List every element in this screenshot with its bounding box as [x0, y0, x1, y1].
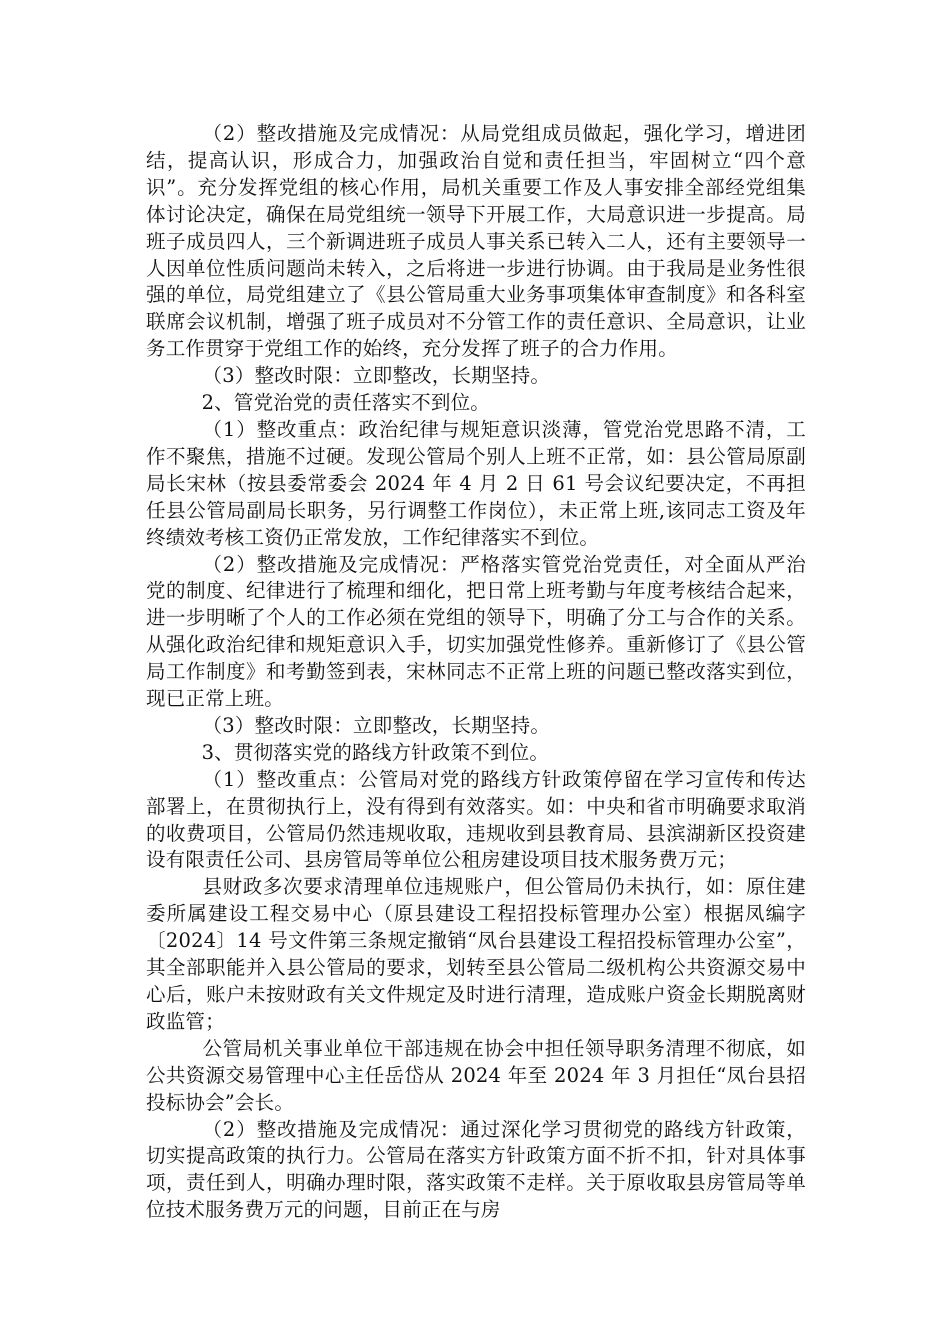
- paragraph-deadline-2: （3）整改时限：立即整改，长期坚持。: [202, 713, 551, 737]
- document-body: [146, 121, 806, 1224]
- paragraph-focus-2: （1）整改重点：政治纪律与规矩意识淡薄，管党治党思路不清，工作不聚焦，措施不过硬。发现公管局个别人上班不正常，如：县公管局原副局长宋林（按县委常委会 2024 年 4 月 2 日 61 号会议纪要决定，不再担任县公管局副局长职务，另行调整工作岗位），未正常上班,该同志工资及年终绩效考核工资仍正常发放，工作纪律落实不到位。: [146, 417, 806, 549]
- paragraph-rectification-measures-1: （2）整改措施及完成情况：从局党组成员做起，强化学习，增进团结，提高认识，形成合力，加强政治自觉和责任担当，牢固树立“四个意识”。充分发挥党组的核心作用，局机关重要工作及人事安排全部经党组集体讨论决定，确保在局党组统一领导下开展工作，大局意识进一步提高。局班子成员四人，三个新调进班子成员人事关系已转入二人，还有主要领导一人因单位性质问题尚未转入，之后将进一步进行协调。由于我局是业务性很强的单位，局党组建立了《县公管局重大业务事项集体审查制度》和各科室联席会议机制，增强了班子成员对不分管工作的责任意识、全局意识，让业务工作贯穿于党组工作的始终，充分发挥了班子的合力作用。: [146, 122, 806, 361]
- paragraph-association-posts: 公管局机关事业单位干部违规在协会中担任领导职务清理不彻底，如公共资源交易管理中心主任岳岱从 2024 年至 2024 年 3 月担任“凤台县招投标协会”会长。: [146, 1036, 806, 1114]
- paragraph-rectification-measures-3: （2）整改措施及完成情况：通过深化学习贯彻党的路线方针政策，切实提高政策的执行力。公管局在落实方针政策方面不折不扣，针对具体事项，责任到人，明确办理时限，落实政策不走样。关于原收取县房管局等单位技术服务费万元的问题，目前正在与房: [146, 1117, 806, 1222]
- section-heading-2: 2、管党治党的责任落实不到位。: [201, 391, 490, 415]
- paragraph-finance-accounts: 县财政多次要求清理单位违规账户，但公管局仍未执行，如：原住建委所属建设工程交易中心（原县建设工程招投标管理办公室）根据凤编字〔2024〕14 号文件第三条规定撤销“凤台县建设工程招投标管理办公室”，其全部职能并入县公管局的要求，划转至县公管局二级机构公共资源交易中心后，账户未按财政有关文件规定及时进行清理，造成账户资金长期脱离财政监管；: [146, 875, 806, 1033]
- section-heading-3: 3、贯彻落实党的路线方针政策不到位。: [201, 740, 550, 764]
- paragraph-focus-3: （1）整改重点：公管局对党的路线方针政策停留在学习宣传和传达部署上，在贯彻执行上，没有得到有效落实。如：中央和省市明确要求取消的收费项目，公管局仍然违规收取，违规收到县教育局、县滨湖新区投资建设有限责任公司、县房管局等单位公租房建设项目技术服务费万元；: [146, 767, 806, 872]
- paragraph-deadline-1: （3）整改时限：立即整改，长期坚持。: [202, 364, 551, 388]
- paragraph-rectification-measures-2: （2）整改措施及完成情况：严格落实管党治党责任，对全面从严治党的制度、纪律进行了梳理和细化，把日常上班考勤与年度考核结合起来，进一步明晰了个人的工作必须在党组的领导下，明确了分工与合作的关系。从强化政治纪律和规矩意识入手，切实加强党性修养。重新修订了《县公管局工作制度》和考勤签到表，宋林同志不正常上班的问题已整改落实到位，现已正常上班。: [146, 552, 806, 711]
